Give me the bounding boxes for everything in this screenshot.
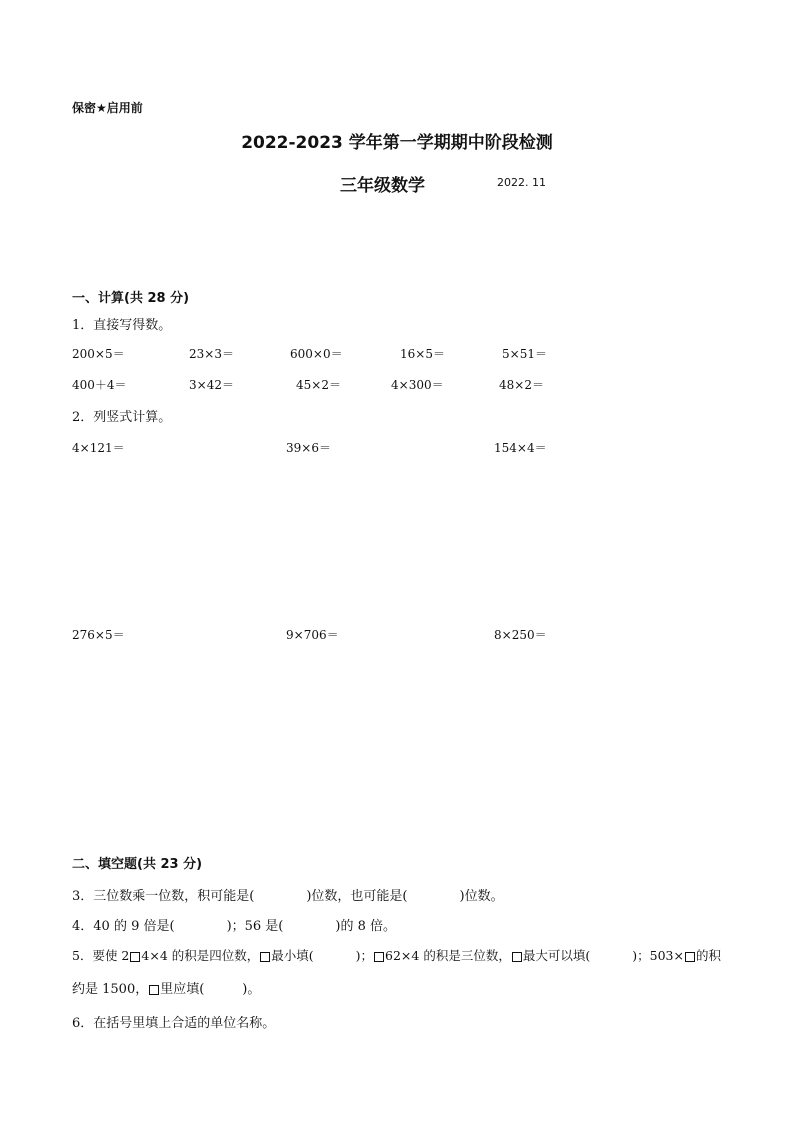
- square-box-icon: [149, 985, 159, 995]
- question-3-text: )位数，也可能是(: [306, 889, 408, 904]
- square-box-icon: [260, 952, 270, 962]
- question-4-text: 4．40 的 9 倍是(: [72, 919, 175, 934]
- question-5-line-1: [72, 946, 721, 964]
- question-5-text: 约是 1500，: [72, 982, 149, 997]
- question-3-text: )位数。: [459, 889, 504, 904]
- question-4: [72, 915, 396, 934]
- oral-calc-item: 48×2＝: [499, 378, 544, 392]
- question-6-label: 6．在括号里填上合适的单位名称。: [72, 1016, 276, 1031]
- vertical-calc-item: 154×4＝: [494, 441, 547, 455]
- confidential-label: 保密★启用前: [72, 101, 143, 115]
- question-5-text: 的积: [695, 948, 721, 963]
- question-5-text: 5．要使 2: [72, 948, 130, 963]
- question-4-text: )的 8 倍。: [335, 919, 396, 934]
- question-4-text: )；56 是(: [226, 919, 284, 934]
- question-3-text: 3．三位数乘一位数，积可能是(: [72, 889, 255, 904]
- question-2-label: 2．列竖式计算。: [72, 410, 172, 425]
- oral-calc-item: 200×5＝: [72, 347, 125, 361]
- question-5-text: )；503×: [632, 948, 684, 963]
- oral-calc-item: 45×2＝: [296, 378, 341, 392]
- exam-title: 2022-2023 学年第一学期期中阶段检测: [241, 133, 553, 153]
- oral-calc-item: 4×300＝: [391, 378, 444, 392]
- exam-subtitle: 三年级数学: [340, 176, 425, 196]
- square-box-icon: [512, 952, 522, 962]
- square-box-icon: [130, 952, 140, 962]
- question-3: [72, 885, 504, 904]
- vertical-calc-item: 9×706＝: [286, 628, 339, 642]
- oral-calc-item: 23×3＝: [189, 347, 234, 361]
- question-1-label: 1．直接写得数。: [72, 318, 172, 333]
- question-5-text: )；: [355, 948, 374, 963]
- question-5-text: )。: [242, 982, 261, 997]
- oral-calc-item: 3×42＝: [189, 378, 234, 392]
- question-5-text: 最大可以填(: [522, 948, 591, 963]
- question-5-text: 里应填(: [160, 982, 205, 997]
- oral-calc-item: 400＋4＝: [72, 378, 127, 392]
- exam-date: 2022. 11: [497, 176, 546, 189]
- vertical-calc-item: 4×121＝: [72, 441, 125, 455]
- oral-calc-item: 5×51＝: [502, 347, 547, 361]
- question-5-text: 62×4 的积是三位数，: [385, 948, 511, 963]
- square-box-icon: [685, 952, 695, 962]
- square-box-icon: [374, 952, 384, 962]
- section-1-heading: 一、计算(共 28 分): [72, 291, 190, 306]
- oral-calc-item: 600×0＝: [290, 347, 343, 361]
- question-5-text: 4×4 的积是四位数，: [141, 948, 260, 963]
- oral-calc-item: 16×5＝: [400, 347, 445, 361]
- question-5-line-2: [72, 978, 260, 997]
- vertical-calc-item: 276×5＝: [72, 628, 125, 642]
- section-2-heading: 二、填空题(共 23 分): [72, 857, 203, 872]
- vertical-calc-item: 8×250＝: [494, 628, 547, 642]
- question-5-text: 最小填(: [271, 948, 314, 963]
- vertical-calc-item: 39×6＝: [286, 441, 331, 455]
